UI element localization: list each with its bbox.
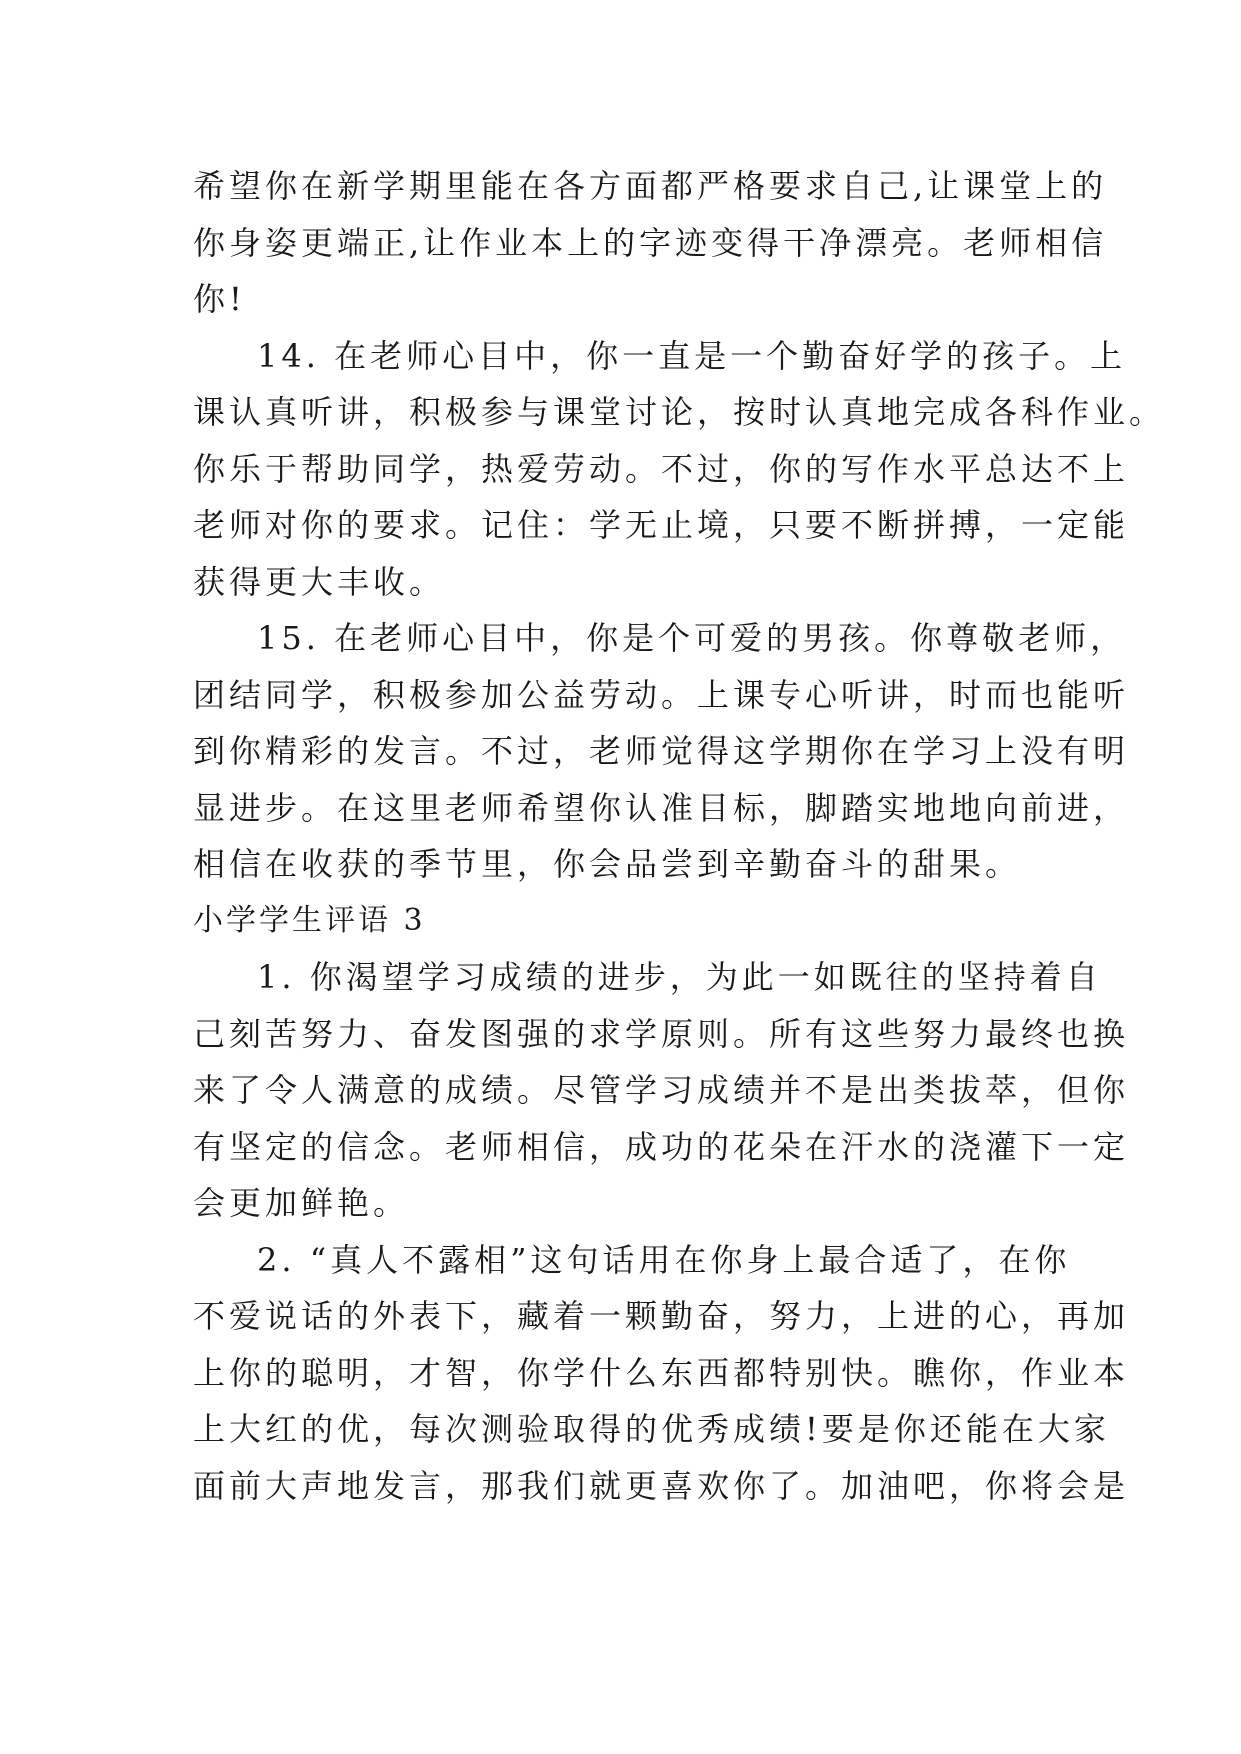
text-line: 上你的聪明，才智，你学什么东西都特别快。瞧你，作业本: [193, 1353, 1130, 1392]
text-line: 你身姿更端正,让作业本上的字迹变得干净漂亮。老师相信: [193, 223, 1108, 262]
text-line: 课认真听讲，积极参与课堂讨论，按时认真地完成各科作业。: [193, 393, 1166, 431]
paragraph-start-line: 2. “真人不露相”这句话用在你身上最合适了，在你: [257, 1240, 1071, 1279]
text-line: 有坚定的信念。老师相信，成功的花朵在汗水的浇灌下一定: [193, 1127, 1130, 1166]
text-line: 面前大声地发言，那我们就更喜欢你了。加油吧，你将会是: [193, 1466, 1130, 1505]
text-line: 到你精彩的发言。不过，老师觉得这学期你在学习上没有明: [193, 732, 1130, 770]
text-line: 己刻苦努力、奋发图强的求学原则。所有这些努力最终也换: [193, 1014, 1130, 1053]
text-line: 获得更大丰收。: [193, 562, 446, 601]
section-heading: 小学学生评语 3: [193, 902, 426, 938]
text-line: 会更加鲜艳。: [193, 1184, 410, 1222]
text-line: 希望你在新学期里能在各方面都严格要求自己,让课堂上的: [193, 167, 1108, 205]
text-line: 显进步。在这里老师希望你认准目标，脚踏实地地向前进，: [193, 788, 1130, 827]
text-line: 你!: [193, 280, 246, 318]
text-line: 团结同学，积极参加公益劳动。上课专心听讲，时而也能听: [193, 675, 1130, 714]
paragraph-start-line: 15. 在老师心目中，你是个可爱的男孩。你尊敬老师，: [257, 619, 1127, 657]
paragraph-start-line: 1. 你渴望学习成绩的进步，为此一如既往的坚持着自: [257, 958, 1102, 996]
paragraph-start-line: 14. 在老师心目中，你一直是一个勤奋好学的孩子。上: [257, 336, 1127, 375]
text-line: 上大红的优，每次测验取得的优秀成绩!要是你还能在大家: [193, 1410, 1110, 1448]
text-line: 来了令人满意的成绩。尽管学习成绩并不是出类拔萃，但你: [193, 1071, 1130, 1109]
text-line: 你乐于帮助同学，热爱劳动。不过，你的写作水平总达不上: [193, 449, 1130, 488]
text-line: 老师对你的要求。记住：学无止境，只要不断拼搏，一定能: [193, 506, 1130, 544]
text-line: 相信在收获的季节里，你会品尝到辛勤奋斗的甜果。: [193, 845, 1022, 883]
document-body: [193, 158, 1166, 1514]
text-line: 不爱说话的外表下，藏着一颗勤奋，努力，上进的心，再加: [193, 1297, 1130, 1335]
